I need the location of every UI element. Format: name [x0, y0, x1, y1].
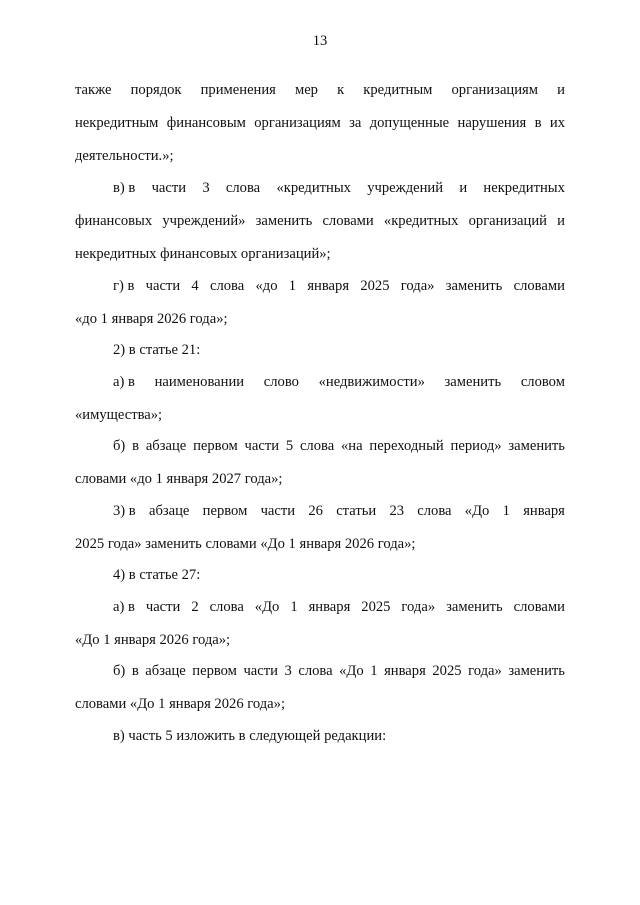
word: за	[349, 115, 362, 132]
word: года»	[468, 663, 502, 680]
word: «кредитных	[276, 179, 351, 196]
word: 2025 года» заменить словами «До 1 января 2026 года»;	[75, 535, 416, 552]
word: б)	[113, 663, 126, 680]
page-number: 13	[312, 33, 328, 49]
text-line	[75, 146, 565, 177]
word: б)	[113, 438, 126, 455]
text-line	[75, 501, 565, 534]
word: 5	[285, 438, 294, 455]
word: слово	[263, 373, 299, 390]
word: года»	[401, 598, 436, 615]
word: статьи	[336, 502, 377, 519]
text-line	[75, 309, 565, 340]
text-line	[75, 630, 565, 661]
word: слова	[417, 502, 452, 519]
word: словами «до 1 января 2027 года»;	[75, 471, 283, 488]
text-line	[75, 211, 565, 244]
word: словом	[520, 373, 565, 390]
word: части	[145, 277, 181, 294]
word: «До 1 января 2026 года»;	[75, 631, 231, 648]
text-line	[75, 80, 565, 113]
word: абзаце	[145, 663, 186, 680]
word: 3	[284, 663, 292, 680]
word: в	[132, 438, 140, 455]
text-line	[75, 276, 565, 309]
word: организациям	[254, 115, 341, 132]
text-line	[75, 597, 565, 630]
word: «До	[254, 598, 280, 615]
word: нарушения	[457, 115, 527, 132]
word: в	[534, 115, 542, 132]
word: 1	[370, 663, 378, 680]
word: первом	[192, 663, 237, 680]
word: абзаце	[148, 502, 190, 519]
word: первом	[202, 502, 248, 519]
word: «на	[340, 438, 363, 455]
word: словами	[513, 598, 565, 615]
word: января	[523, 502, 565, 519]
word: слова	[209, 277, 245, 294]
word: кредитным	[363, 82, 433, 98]
word: слова	[225, 179, 261, 196]
word: «до	[255, 277, 278, 294]
word: деятельности.»;	[75, 148, 174, 165]
word: наименовании	[154, 373, 245, 390]
word: 4) в статье 27:	[113, 567, 201, 584]
word: части	[260, 502, 296, 519]
word: 2025	[361, 598, 391, 615]
word: «кредитных	[383, 212, 459, 229]
word: словами «До 1 января 2026 года»;	[75, 696, 286, 713]
word: абзаце	[145, 438, 187, 455]
word: января	[384, 663, 426, 680]
word: словами	[513, 277, 565, 294]
word: 2	[191, 598, 199, 615]
word: части	[244, 438, 280, 455]
text-line	[75, 534, 565, 565]
word: 3	[202, 179, 210, 196]
word: переходный	[369, 438, 444, 455]
word: финансовым	[166, 115, 246, 132]
word: допущенные	[369, 115, 450, 132]
word: их	[549, 115, 565, 132]
text-line	[75, 694, 565, 725]
text-line	[75, 113, 565, 146]
word: января	[308, 598, 351, 615]
word: 3) в	[113, 502, 136, 519]
word: слова	[299, 438, 335, 455]
word: заменить	[255, 212, 313, 229]
word: и	[557, 82, 565, 98]
text-line	[75, 340, 565, 371]
word: «до 1 января 2026 года»;	[75, 310, 228, 327]
word: и	[459, 179, 468, 196]
text-line	[75, 469, 565, 500]
text-line	[75, 372, 565, 405]
document-body	[75, 80, 565, 759]
word: период»	[450, 438, 502, 455]
word: заменить	[508, 438, 565, 455]
word: также	[75, 82, 112, 98]
text-line	[75, 405, 565, 436]
word: в) часть 5 изложить в следующей редакции:	[113, 727, 387, 744]
word: заменить	[444, 373, 502, 390]
word: 4	[191, 277, 199, 294]
word: некредитных финансовых организаций»;	[75, 246, 331, 263]
word: части	[145, 598, 181, 615]
word: некредитным	[75, 115, 159, 132]
word: финансовых	[75, 212, 153, 229]
word: в	[131, 663, 139, 680]
word: и	[557, 212, 565, 229]
word: «имущества»;	[75, 406, 163, 423]
word: года»	[400, 277, 435, 294]
word: заменить	[446, 598, 503, 615]
word: к	[337, 82, 345, 98]
word: части	[151, 179, 187, 196]
text-line	[75, 726, 565, 759]
word: в) в	[113, 179, 136, 196]
word: мер	[294, 82, 318, 98]
word: «недвижимости»	[318, 373, 425, 390]
text-line	[75, 565, 565, 596]
word: слова	[209, 598, 244, 615]
word: учреждений	[367, 179, 444, 196]
word: 2) в статье 21:	[113, 342, 201, 359]
word: части	[243, 663, 278, 680]
word: 26	[308, 502, 323, 519]
word: «До	[339, 663, 364, 680]
word: применения	[200, 82, 276, 98]
word: 1	[288, 277, 297, 294]
word: слова	[298, 663, 333, 680]
text-line	[75, 244, 565, 275]
word: января	[307, 277, 350, 294]
word: 23	[389, 502, 405, 519]
word: учреждений»	[162, 212, 246, 229]
word: 1	[502, 502, 510, 519]
word: 1	[290, 598, 298, 615]
word: «До	[464, 502, 490, 519]
text-line	[75, 661, 565, 694]
word: словами	[322, 212, 374, 229]
word: порядок	[130, 82, 182, 98]
word: 2025	[432, 663, 462, 680]
word: а) в	[113, 373, 135, 390]
word: 2025	[360, 277, 390, 294]
word: г) в	[113, 277, 135, 294]
word: заменить	[445, 277, 503, 294]
word: организациям	[451, 82, 538, 98]
text-line	[75, 178, 565, 211]
word: заменить	[508, 663, 565, 680]
word: первом	[193, 438, 238, 455]
word: а) в	[113, 598, 135, 615]
word: организаций	[468, 212, 547, 229]
word: некредитных	[483, 179, 565, 196]
text-line	[75, 436, 565, 469]
